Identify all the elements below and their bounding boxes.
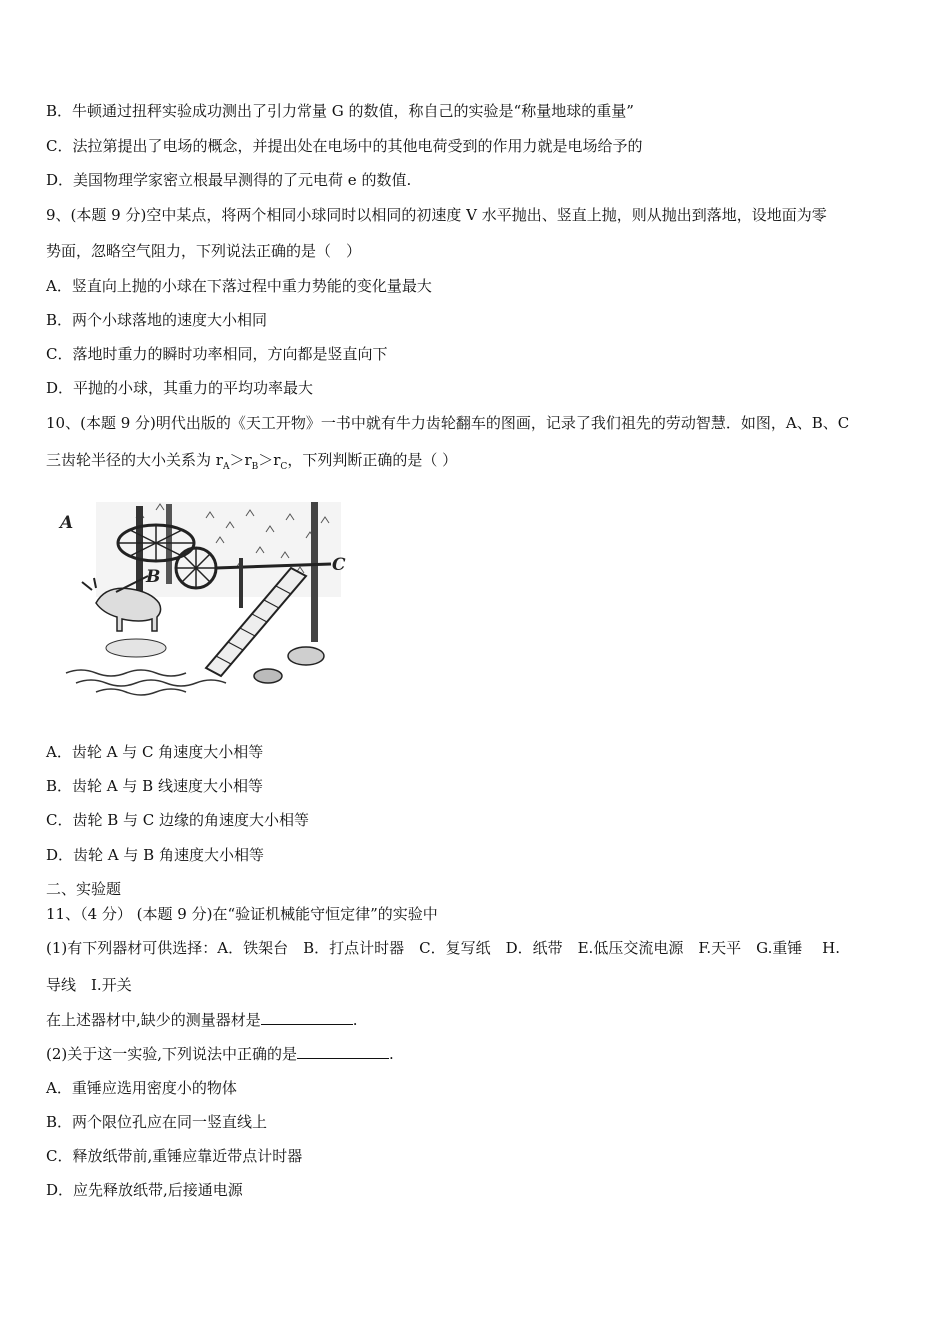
q9-option-c: C．落地时重力的瞬时功率相同，方向都是竖直向下 xyxy=(46,345,388,363)
q10-stem-line2 xyxy=(46,450,457,477)
q8-option-b: B．牛顿通过扭秤实验成功测出了引力常量 G 的数值，称自己的实验是“称量地球的重量” xyxy=(46,102,634,120)
q11-option-b: B．两个限位孔应在同一竖直线上 xyxy=(46,1113,268,1131)
q9-option-d: D．平抛的小球，其重力的平均功率最大 xyxy=(46,379,314,397)
section-title-experiment: 二、实验题 xyxy=(46,880,122,898)
ox-waterwheel-illustration xyxy=(56,498,346,698)
sub-c: C xyxy=(280,462,288,472)
gear-figure-svg xyxy=(56,498,346,698)
q11-part1-line2: 导线 I.开关 xyxy=(46,976,132,994)
figure-label-a: A xyxy=(60,513,74,533)
sub-a: A xyxy=(222,462,230,472)
q10-option-b: B．齿轮 A 与 B 线速度大小相等 xyxy=(46,777,263,795)
q11-option-c: C．释放纸带前,重锤应靠近带点计时器 xyxy=(46,1147,303,1165)
figure-label-c: C xyxy=(332,555,346,575)
figure-label-b: B xyxy=(146,567,161,587)
q11-option-d: D．应先释放纸带,后接通电源 xyxy=(46,1181,243,1199)
q10-option-a: A．齿轮 A 与 C 角速度大小相等 xyxy=(46,743,264,761)
q8-option-c: C．法拉第提出了电场的概念，并提出处在电场中的其他电荷受到的作用力就是电场给予的 xyxy=(46,137,643,155)
q11-part1-question xyxy=(46,1010,358,1030)
q11-part2-end: . xyxy=(389,1045,394,1063)
q9-option-a: A．竖直向上抛的小球在下落过程中重力势能的变化量最大 xyxy=(46,277,432,295)
gt-1: ＞r xyxy=(229,451,252,469)
answer-blank-2[interactable] xyxy=(297,1044,389,1059)
q9-stem-line2: 势面，忽略空气阻力，下列说法正确的是（ ） xyxy=(46,242,362,260)
q11-stem: 11、（4 分） (本题 9 分)在“验证机械能守恒定律”的实验中 xyxy=(46,905,438,923)
q8-option-d: D．美国物理学家密立根最早测得的了元电荷 e 的数值. xyxy=(46,171,412,189)
q10-stem-line1: 10、(本题 9 分)明代出版的《天工开物》一书中就有牛力齿轮翻车的图画，记录了我们祖先的劳动智慧．如图，A、B、C xyxy=(46,414,850,432)
q11-part1-end: . xyxy=(352,1011,358,1029)
answer-blank-1[interactable] xyxy=(261,1010,353,1025)
q10-option-d: D．齿轮 A 与 B 角速度大小相等 xyxy=(46,846,264,864)
q11-part2-question xyxy=(46,1044,394,1064)
q9-stem-line1: 9、(本题 9 分)空中某点，将两个相同小球同时以相同的初速度 V 水平抛出、竖直上抛，则从抛出到落地，设地面为零 xyxy=(46,206,827,224)
q9-option-b: B．两个小球落地的速度大小相同 xyxy=(46,311,268,329)
q11-part1-line1: (1)有下列器材可供选择：A．铁架台 B．打点计时器 C．复写纸 D．纸带 E.低压交流电源 F.天平 G.重锤 H. xyxy=(46,939,841,957)
gt-2: ＞r xyxy=(258,451,281,469)
q10-stem-post: ，下列判断正确的是（ ） xyxy=(287,451,458,469)
q11-part2-text: (2)关于这一实验,下列说法中正确的是 xyxy=(46,1045,298,1063)
q10-option-c: C．齿轮 B 与 C 边缘的角速度大小相等 xyxy=(46,811,310,829)
q11-part1-text: 在上述器材中,缺少的测量器材是 xyxy=(46,1011,261,1029)
q11-option-a: A．重锤应选用密度小的物体 xyxy=(46,1079,237,1097)
sub-b: B xyxy=(251,462,259,472)
q10-stem-pre: 三齿轮半径的大小关系为 r xyxy=(46,451,223,469)
